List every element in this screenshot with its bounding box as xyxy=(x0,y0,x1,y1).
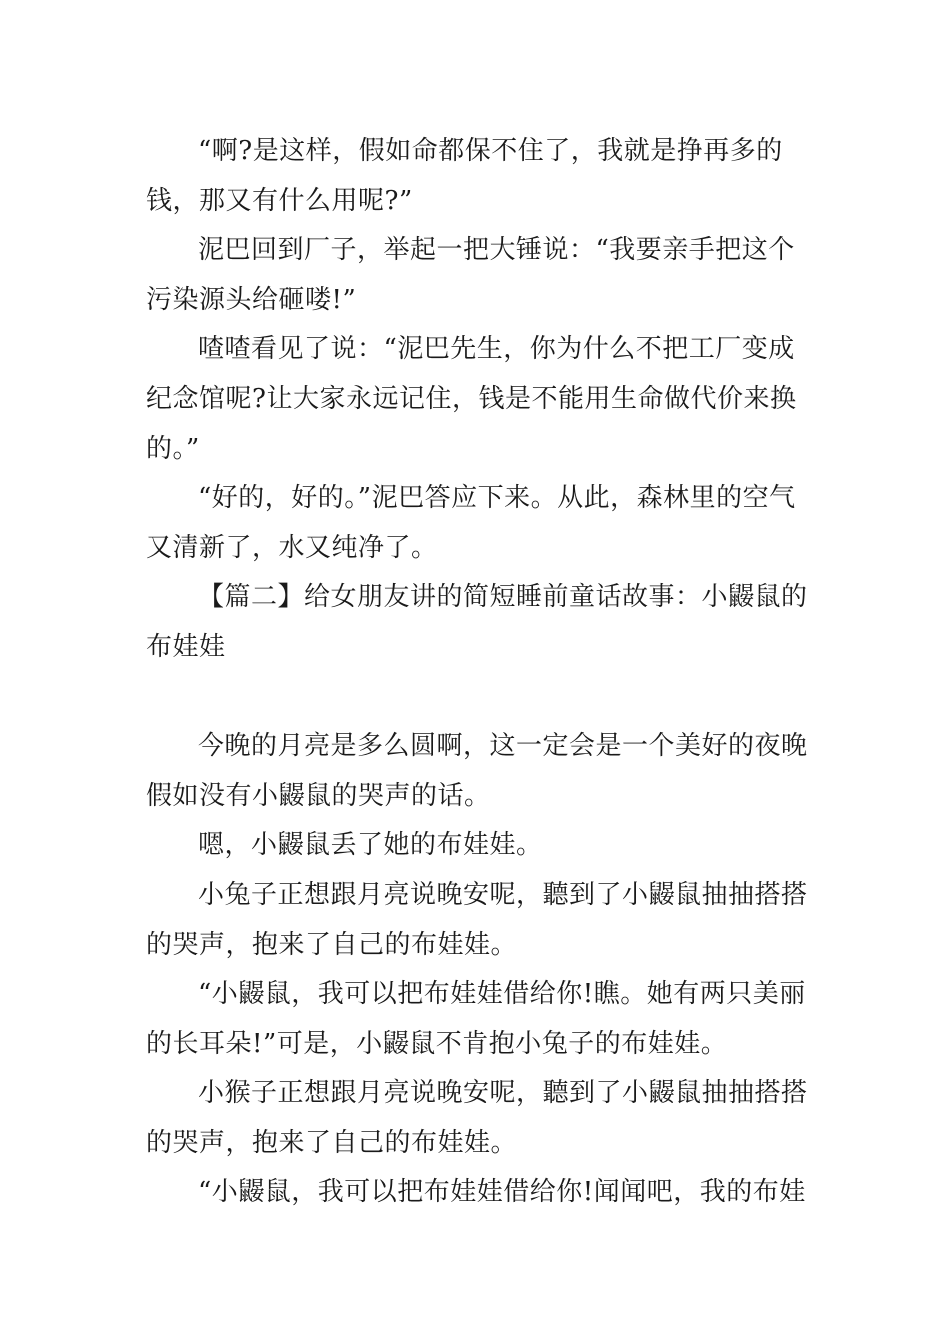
section-heading: 【篇二】给女朋友讲的简短睡前童话故事：小鼹鼠的布娃娃 xyxy=(146,582,808,662)
paragraph-10: “小鼹鼠，我可以把布娃娃借给你!闻闻吧，我的布娃 xyxy=(198,1177,806,1208)
paragraph-4: “好的，好的。”泥巴答应下来。从此，森林里的空气又清新了，水又纯净了。 xyxy=(146,483,796,563)
paragraph-9: 小猴子正想跟月亮说晚安呢，聽到了小鼹鼠抽抽搭搭的哭声，抱来了自己的布娃娃。 xyxy=(146,1078,808,1158)
paragraph-7: 小兔子正想跟月亮说晚安呢，聽到了小鼹鼠抽抽搭搭的哭声，抱来了自己的布娃娃。 xyxy=(146,879,808,960)
paragraph-6: 嗯，小鼹鼠丢了她的布娃娃。 xyxy=(198,830,543,861)
paragraph-5: 今晚的月亮是多么圆啊，这一定会是一个美好的夜晚假如没有小鼹鼠的哭声的话。 xyxy=(146,731,808,811)
blank-line xyxy=(146,673,811,723)
paragraph-1: “啊?是这样，假如命都保不住了，我就是挣再多的钱，那又有什么用呢?” xyxy=(146,136,783,216)
document-body xyxy=(146,127,811,1218)
paragraph-2: 泥巴回到厂子，举起一把大锤说：“我要亲手把这个污染源头给砸喽!” xyxy=(146,235,795,315)
paragraph-8: “小鼹鼠，我可以把布娃娃借给你!瞧。她有两只美丽的长耳朵!”可是，小鼹鼠不肯抱小兔子的布娃娃。 xyxy=(146,979,806,1059)
paragraph-3: 喳喳看见了说：“泥巴先生，你为什么不把工厂变成纪念馆呢?让大家永远记住，钱是不能用生命做代价来换的。” xyxy=(146,334,797,464)
